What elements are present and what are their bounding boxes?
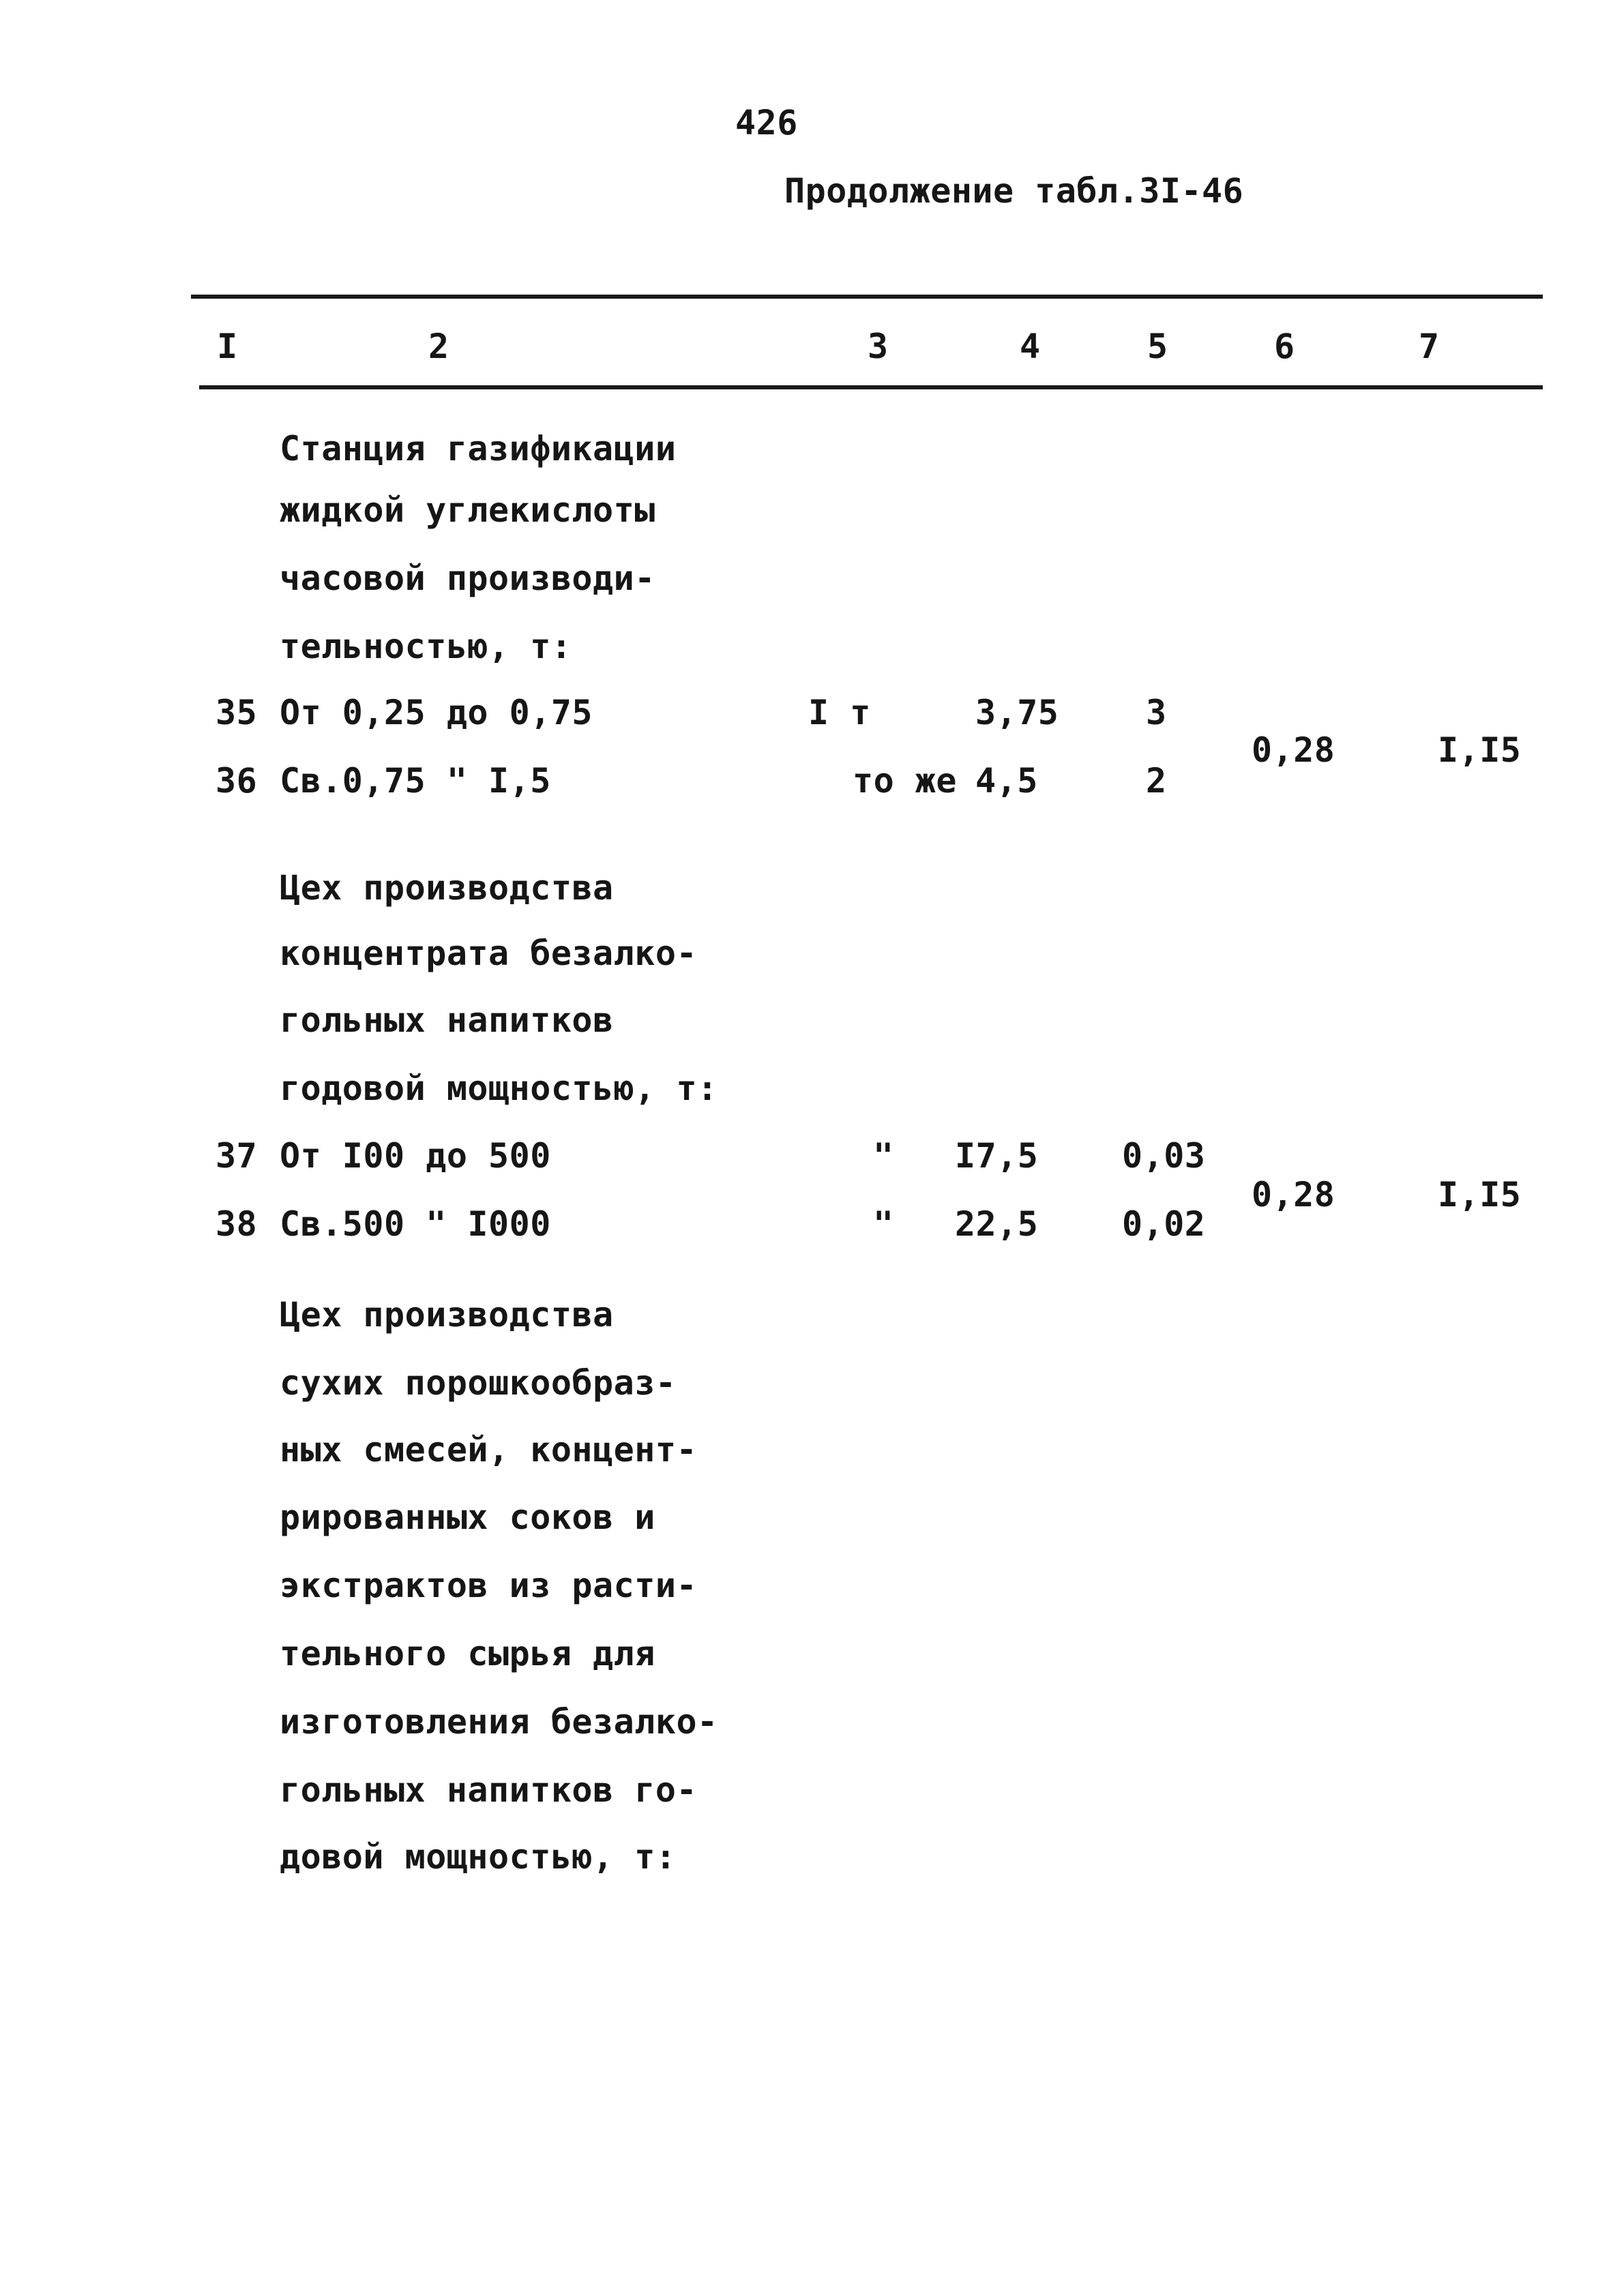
row-number: 38: [216, 1204, 258, 1244]
col-header-4: 4: [1020, 327, 1041, 366]
row-col5: 2: [1146, 761, 1167, 801]
col-header-7: 7: [1419, 327, 1440, 366]
section-1-line: часовой производи-: [280, 558, 655, 598]
page-number: 426: [735, 103, 798, 143]
section-3-line: рированных соков и: [280, 1497, 655, 1537]
row-col3: ": [873, 1136, 894, 1176]
col6-value: 0,28: [1252, 1175, 1335, 1214]
row-col4: 4,5: [975, 761, 1038, 801]
row-name: От 0,25 до 0,75: [280, 693, 593, 732]
section-3-line: экстрактов из расти-: [280, 1566, 698, 1605]
section-3-line: довой мощностью, т:: [280, 1837, 677, 1877]
section-3-line: Цех производства: [280, 1295, 614, 1335]
col7-value: I,I5: [1438, 1175, 1522, 1214]
section-2-line: концентрата безалко-: [280, 934, 698, 973]
col6-value: 0,28: [1252, 730, 1335, 770]
row-col4: 22,5: [955, 1204, 1039, 1244]
section-2-line: гольных напитков: [280, 1000, 614, 1040]
section-2-line: Цех производства: [280, 868, 614, 908]
row-number: 35: [216, 693, 258, 732]
row-name: Св.500 " I000: [280, 1204, 551, 1244]
section-1-line: Станция газификации: [280, 429, 677, 468]
section-3-line: ных смесей, концент-: [280, 1430, 698, 1470]
row-col4: I7,5: [955, 1136, 1039, 1176]
row-number: 36: [216, 761, 258, 801]
col7-value: I,I5: [1438, 730, 1522, 770]
row-col3: то же: [853, 761, 958, 801]
row-col3: ": [873, 1204, 894, 1244]
col-header-3: 3: [868, 327, 889, 366]
row-col5: 0,03: [1122, 1136, 1206, 1176]
row-name: От I00 до 500: [280, 1136, 551, 1176]
section-1-line: тельностью, т:: [280, 627, 572, 666]
col-header-2: 2: [428, 327, 449, 366]
section-3-line: изготовления безалко-: [280, 1702, 718, 1742]
section-3-line: тельного сырья для: [280, 1634, 655, 1673]
col-header-5: 5: [1147, 327, 1168, 366]
header-rule: [199, 385, 1543, 389]
row-col5: 3: [1146, 693, 1167, 732]
col-header-6: 6: [1274, 327, 1295, 366]
col-header-1: I: [217, 327, 238, 366]
row-number: 37: [216, 1136, 258, 1176]
row-col5: 0,02: [1122, 1204, 1206, 1244]
top-rule: [191, 295, 1543, 299]
section-3-line: гольных напитков го-: [280, 1770, 698, 1810]
section-2-line: годовой мощностью, т:: [280, 1069, 718, 1108]
table-caption: Продолжение табл.3I-46: [784, 171, 1244, 211]
row-col3: I т: [808, 693, 871, 732]
section-1-line: жидкой углекислоты: [280, 490, 655, 530]
row-col4: 3,75: [975, 693, 1059, 732]
section-3-line: сухих порошкообраз-: [280, 1363, 677, 1403]
row-name: Св.0,75 " I,5: [280, 761, 551, 801]
